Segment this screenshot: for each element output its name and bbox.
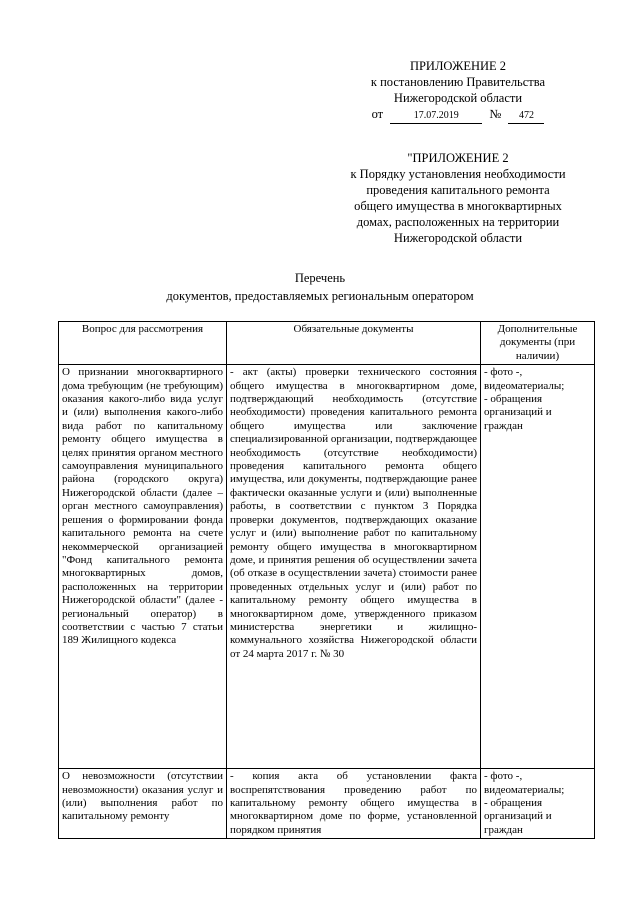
list-title-line: Перечень <box>294 271 346 285</box>
additional-doc-item: - обращения организаций и граждан <box>484 797 552 836</box>
appendix-line: Нижегородской области <box>393 91 523 105</box>
question-cell: О признании многоквартирного дома требующим (не требующим) оказания какого-либо вида услуг и (или) выполнения какого-либо вида работ по капитальному ремонту общего имущества в целях принятия органом местного самоуправления муниципального района (городского округа) Нижегородской области (далее – орган местного самоуправления) решения о формировании фонда капитального ремонта на счете некоммерческой организацией "Фонд капитального ремонта многоквартирных домов, расположенных на территории Нижегородской области" (далее - региональный оператор) в соответствии с частью 7 статьи 189 Жилищного кодекса <box>59 365 227 769</box>
procedure-appendix-header <box>326 150 590 246</box>
number-sign: № <box>489 107 502 121</box>
column-header-additional: Дополнительные документы (при наличии) <box>481 322 595 365</box>
appendix-line: Нижегородской области <box>393 231 523 245</box>
column-header-required: Обязательные документы <box>227 322 481 365</box>
date-number-line <box>336 106 580 124</box>
table-row <box>59 365 595 769</box>
number-field: 472 <box>508 109 544 124</box>
appendix-line: проведения капитального ремонта <box>366 183 550 197</box>
table-header-row <box>59 322 595 365</box>
appendix-line: домах, расположенных на территории <box>356 215 560 229</box>
additional-doc-item: - фото -, видеоматериалы; <box>484 366 565 392</box>
list-subtitle-line: документов, предоставляемых региональным оператором <box>166 289 474 303</box>
question-cell: О невозможности (отсутствии невозможности) оказания услуг и (или) выполнения работ по капитальному ремонту <box>59 769 227 839</box>
date-field: 17.07.2019 <box>390 109 482 124</box>
appendix-line: общего имущества в многоквартирных <box>354 199 562 213</box>
appendix-line: к постановлению Правительства <box>370 75 546 89</box>
additional-docs-cell <box>481 769 595 839</box>
column-header-question: Вопрос для рассмотрения <box>59 322 227 365</box>
appendix-line: к Порядку установления необходимости <box>350 167 566 181</box>
appendix-header <box>336 58 580 124</box>
required-docs-cell: - копия акта об установлении факта воспрепятствования проведению работ по капитальному ремонту общего имущества в многоквартирном доме по форме, установленной порядком принятия <box>227 769 481 839</box>
list-title <box>0 269 640 305</box>
appendix-title: "ПРИЛОЖЕНИЕ 2 <box>407 151 509 165</box>
additional-doc-item: - обращения организаций и граждан <box>484 393 552 432</box>
appendix-title: ПРИЛОЖЕНИЕ 2 <box>409 59 507 73</box>
table-row <box>59 769 595 839</box>
required-docs-cell: - акт (акты) проверки технического состояния общего имущества в многоквартирном доме, подтверждающий необходимость (отсутствие необходимости) проведения капитального ремонта общего имущества или заключение специализированной организации, подтверждающее необходимость (отсутствие необходимости) проведения капитального ремонта общего имущества, или документы, подтверждающие ранее фактически оказанные услуги и (или) выполненные работы, в соответствии с пунктом 3 Порядка проверки документов, подтверждающих оказание услуг и (или) выполнение работ по капитальному ремонту общего имущества в многоквартирном доме, и принятия решения об осуществлении зачета (об отказе в осуществлении зачета) стоимости ранее проведенных отдельных услуг и (или) работ по капитальному ремонту общего имущества в многоквартирном доме, утвержденного приказом министерства энергетики и жилищно-коммунального хозяйства Нижегородской области от 24 марта 2017 г. № 30 <box>227 365 481 769</box>
additional-doc-item: - фото -, видеоматериалы; <box>484 770 565 796</box>
date-prefix: от <box>371 107 384 121</box>
additional-docs-cell <box>481 365 595 769</box>
documents-table <box>58 321 595 839</box>
